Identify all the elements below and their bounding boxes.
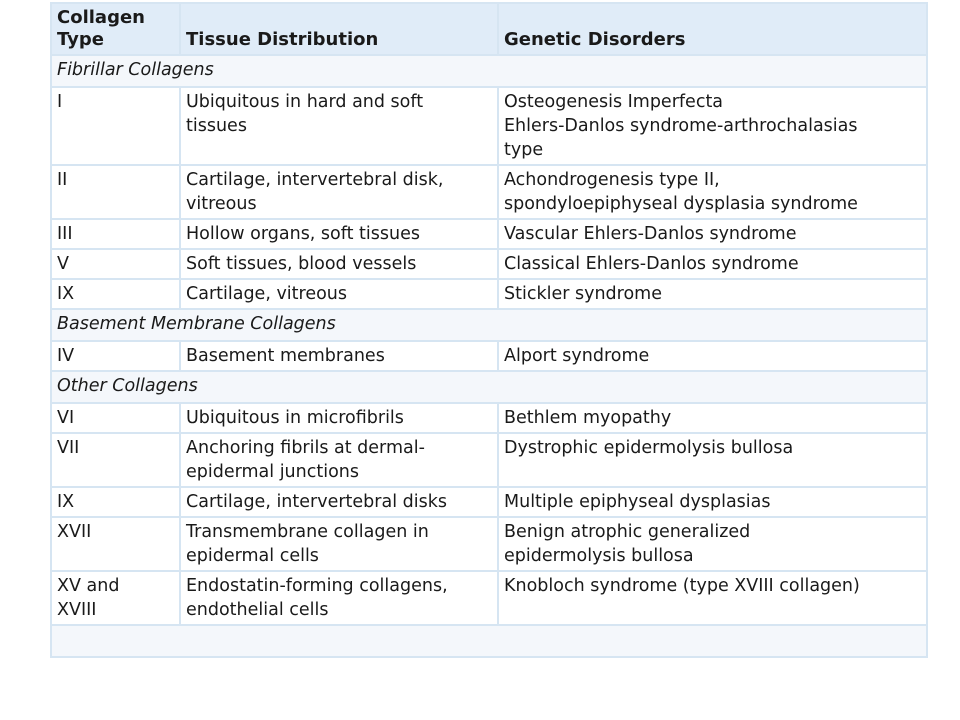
cell-tissue-distribution xyxy=(180,571,498,625)
cell-tissue-distribution xyxy=(180,219,498,249)
cell-collagen-type-line: XVIII xyxy=(57,600,97,620)
cell-tissue-distribution-line: endothelial cells xyxy=(186,600,329,620)
cell-collagen-type-line: I xyxy=(57,92,63,112)
cell-tissue-distribution-line: Transmembrane collagen in xyxy=(186,522,429,542)
cell-collagen-type-line: VI xyxy=(57,408,75,428)
cell-tissue-distribution-line: Ubiquitous in microfibrils xyxy=(186,408,404,428)
table-row xyxy=(51,219,927,249)
cell-collagen-type xyxy=(51,403,180,433)
cell-tissue-distribution-line: Cartilage, intervertebral disks xyxy=(186,492,447,512)
section-title: Fibrillar Collagens xyxy=(51,55,927,87)
header-collagen-type-line2: Type xyxy=(57,29,104,50)
cell-collagen-type xyxy=(51,487,180,517)
cell-collagen-type xyxy=(51,433,180,487)
cell-genetic-disorders-line: Achondrogenesis type II, xyxy=(504,170,720,190)
cell-genetic-disorders xyxy=(498,219,927,249)
cell-tissue-distribution-line: Cartilage, intervertebral disk, xyxy=(186,170,444,190)
section-title: Basement Membrane Collagens xyxy=(51,309,927,341)
cell-tissue-distribution xyxy=(180,165,498,219)
cell-genetic-disorders xyxy=(498,279,927,309)
cell-genetic-disorders-line: Vascular Ehlers-Danlos syndrome xyxy=(504,224,797,244)
table-body xyxy=(51,55,927,657)
cell-collagen-type xyxy=(51,341,180,371)
cell-genetic-disorders-line: Multiple epiphyseal dysplasias xyxy=(504,492,771,512)
cell-genetic-disorders-line: Dystrophic epidermolysis bullosa xyxy=(504,438,794,458)
cell-tissue-distribution-line: Anchoring fibrils at dermal- xyxy=(186,438,425,458)
collagen-table xyxy=(50,2,928,658)
cell-collagen-type-line: IX xyxy=(57,492,75,512)
cell-genetic-disorders xyxy=(498,87,927,165)
cell-collagen-type xyxy=(51,279,180,309)
cell-tissue-distribution-line: Endostatin-forming collagens, xyxy=(186,576,448,596)
cell-genetic-disorders-line: Alport syndrome xyxy=(504,346,650,366)
header-genetic-disorders: Genetic Disorders xyxy=(498,3,927,55)
cell-collagen-type-line: III xyxy=(57,224,73,244)
cell-tissue-distribution xyxy=(180,403,498,433)
empty-cell xyxy=(51,625,927,657)
cell-tissue-distribution xyxy=(180,279,498,309)
section-header-row xyxy=(51,55,927,87)
cell-tissue-distribution-line: Soft tissues, blood vessels xyxy=(186,254,417,274)
cell-tissue-distribution-line: Ubiquitous in hard and soft xyxy=(186,92,424,112)
cell-genetic-disorders-line: Stickler syndrome xyxy=(504,284,662,304)
table-row xyxy=(51,341,927,371)
section-header-row xyxy=(51,309,927,341)
header-collagen-type xyxy=(51,3,180,55)
cell-collagen-type-line: V xyxy=(57,254,69,274)
header-collagen-type-line1: Collagen xyxy=(57,7,145,28)
table-row xyxy=(51,571,927,625)
table-row xyxy=(51,487,927,517)
cell-genetic-disorders xyxy=(498,341,927,371)
cell-collagen-type xyxy=(51,87,180,165)
cell-collagen-type xyxy=(51,517,180,571)
cell-genetic-disorders-line: type xyxy=(504,140,544,160)
cell-genetic-disorders-line: Benign atrophic generalized xyxy=(504,522,751,542)
table-row xyxy=(51,517,927,571)
table-row xyxy=(51,165,927,219)
cell-genetic-disorders xyxy=(498,403,927,433)
cell-tissue-distribution xyxy=(180,433,498,487)
empty-row xyxy=(51,625,927,657)
cell-collagen-type-line: IX xyxy=(57,284,75,304)
cell-collagen-type xyxy=(51,571,180,625)
cell-genetic-disorders xyxy=(498,571,927,625)
cell-genetic-disorders-line: epidermolysis bullosa xyxy=(504,546,694,566)
cell-collagen-type xyxy=(51,165,180,219)
cell-collagen-type xyxy=(51,249,180,279)
cell-genetic-disorders-line: Bethlem myopathy xyxy=(504,408,672,428)
cell-collagen-type-line: VII xyxy=(57,438,80,458)
cell-collagen-type-line: XVII xyxy=(57,522,92,542)
cell-tissue-distribution-line: Cartilage, vitreous xyxy=(186,284,348,304)
cell-tissue-distribution xyxy=(180,517,498,571)
cell-tissue-distribution-line: epidermal cells xyxy=(186,546,319,566)
cell-tissue-distribution xyxy=(180,87,498,165)
header-tissue-distribution: Tissue Distribution xyxy=(180,3,498,55)
table-row xyxy=(51,279,927,309)
cell-genetic-disorders-line: Knobloch syndrome (type XVIII collagen) xyxy=(504,576,860,596)
cell-tissue-distribution xyxy=(180,249,498,279)
cell-collagen-type-line: XV and xyxy=(57,576,120,596)
cell-tissue-distribution-line: Basement membranes xyxy=(186,346,385,366)
table-row xyxy=(51,87,927,165)
cell-tissue-distribution-line: vitreous xyxy=(186,194,257,214)
cell-genetic-disorders xyxy=(498,433,927,487)
cell-genetic-disorders-line: Osteogenesis Imperfecta xyxy=(504,92,724,112)
cell-collagen-type xyxy=(51,219,180,249)
cell-collagen-type-line: IV xyxy=(57,346,75,366)
cell-genetic-disorders xyxy=(498,165,927,219)
section-header-row xyxy=(51,371,927,403)
cell-tissue-distribution xyxy=(180,487,498,517)
cell-tissue-distribution xyxy=(180,341,498,371)
cell-genetic-disorders-line: Classical Ehlers-Danlos syndrome xyxy=(504,254,799,274)
table-row xyxy=(51,249,927,279)
table-row xyxy=(51,403,927,433)
cell-tissue-distribution-line: tissues xyxy=(186,116,247,136)
cell-collagen-type-line: II xyxy=(57,170,68,190)
section-title: Other Collagens xyxy=(51,371,927,403)
cell-genetic-disorders xyxy=(498,249,927,279)
cell-genetic-disorders-line: spondyloepiphyseal dysplasia syndrome xyxy=(504,194,858,214)
cell-tissue-distribution-line: Hollow organs, soft tissues xyxy=(186,224,420,244)
collagen-table-container xyxy=(50,2,926,658)
table-row xyxy=(51,433,927,487)
cell-tissue-distribution-line: epidermal junctions xyxy=(186,462,360,482)
cell-genetic-disorders xyxy=(498,487,927,517)
cell-genetic-disorders-line: Ehlers-Danlos syndrome-arthrochalasias xyxy=(504,116,858,136)
cell-genetic-disorders xyxy=(498,517,927,571)
table-header-row xyxy=(51,3,927,55)
